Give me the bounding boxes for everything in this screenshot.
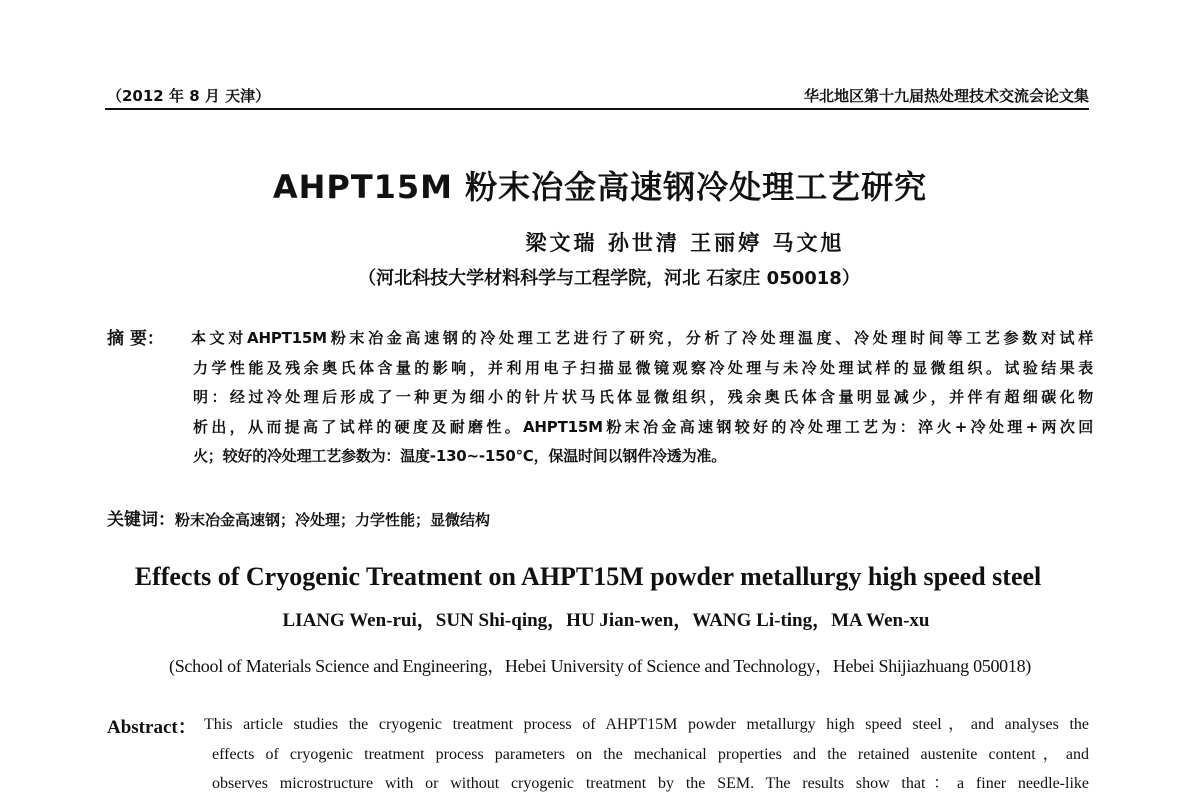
chinese-keywords-text: 粉末冶金高速钢；冷处理；力学性能；显微结构 — [175, 511, 491, 529]
english-abstract-body — [204, 715, 1089, 804]
english-abstract-line: effects of cryogenic treatment process parameters on the mechanical properties and the retained austenite content，and — [212, 745, 1089, 763]
chinese-abstract-line: 力学性能及残余奥氏体含量的影响，并利用电子扫描显微镜观察冷处理与未冷处理试样的显微组织。试验结果表 — [193, 358, 1093, 377]
english-abstract-line: observes microstructure with or without cryogenic treatment by the SEM. The results show that：a finer needle-like — [212, 775, 1089, 792]
running-header — [105, 84, 1089, 110]
chinese-authors: 梁文瑞 孙世清 王丽婷 马文旭 — [525, 230, 845, 255]
chinese-title: AHPT15M 粉末冶金高速钢冷处理工艺研究 — [272, 168, 928, 206]
chinese-abstract-line: 火；较好的冷处理工艺参数为：温度-130~-150℃，保温时间以钢件冷透为准。 — [193, 447, 727, 465]
chinese-keywords — [107, 505, 490, 530]
header-date-place: （2012 年 8 月 天津） — [107, 87, 271, 105]
english-abstract-line: This article studies the cryogenic treatment process of AHPT15M powder metallurgy high speed steel，and analyses the — [204, 716, 1090, 733]
chinese-affiliation: （河北科技大学材料科学与工程学院，河北 石家庄 050018） — [358, 268, 860, 289]
chinese-abstract-line: 本文对AHPT15M粉末冶金高速钢的冷处理工艺进行了研究，分析了冷处理温度、冷处理时间等工艺参数对试样 — [191, 329, 1093, 347]
english-authors: LIANG Wen-rui，SUN Shi-qing，HU Jian-wen，WANG Li-ting，MA Wen-xu — [282, 610, 930, 631]
chinese-abstract-body — [193, 324, 1093, 472]
chinese-keywords-label: 关键词： — [107, 510, 175, 530]
chinese-abstract-line: 明：经过冷处理后形成了一种更为细小的针片状马氏体显微组织，残余奥氏体含量明显减少，并伴有超细碳化物 — [193, 388, 1093, 406]
english-abstract-label: Abstract： — [107, 717, 197, 738]
english-title: Effects of Cryogenic Treatment on AHPT15M powder metallurgy high speed steel — [134, 562, 1042, 591]
header-proceedings-title: 华北地区第十九届热处理技术交流会论文集 — [803, 87, 1089, 105]
chinese-abstract-line: 析出，从而提高了试样的硬度及耐磨性。AHPT15M粉末冶金高速钢较好的冷处理工艺为：淬火+冷处理+两次回 — [193, 417, 1093, 436]
english-affiliation: (School of Materials Science and Engineering，Hebei University of Science and Technology，Hebei Shijiazhuang 050018) — [169, 656, 1031, 676]
chinese-abstract-label: 摘 要： — [107, 329, 164, 349]
